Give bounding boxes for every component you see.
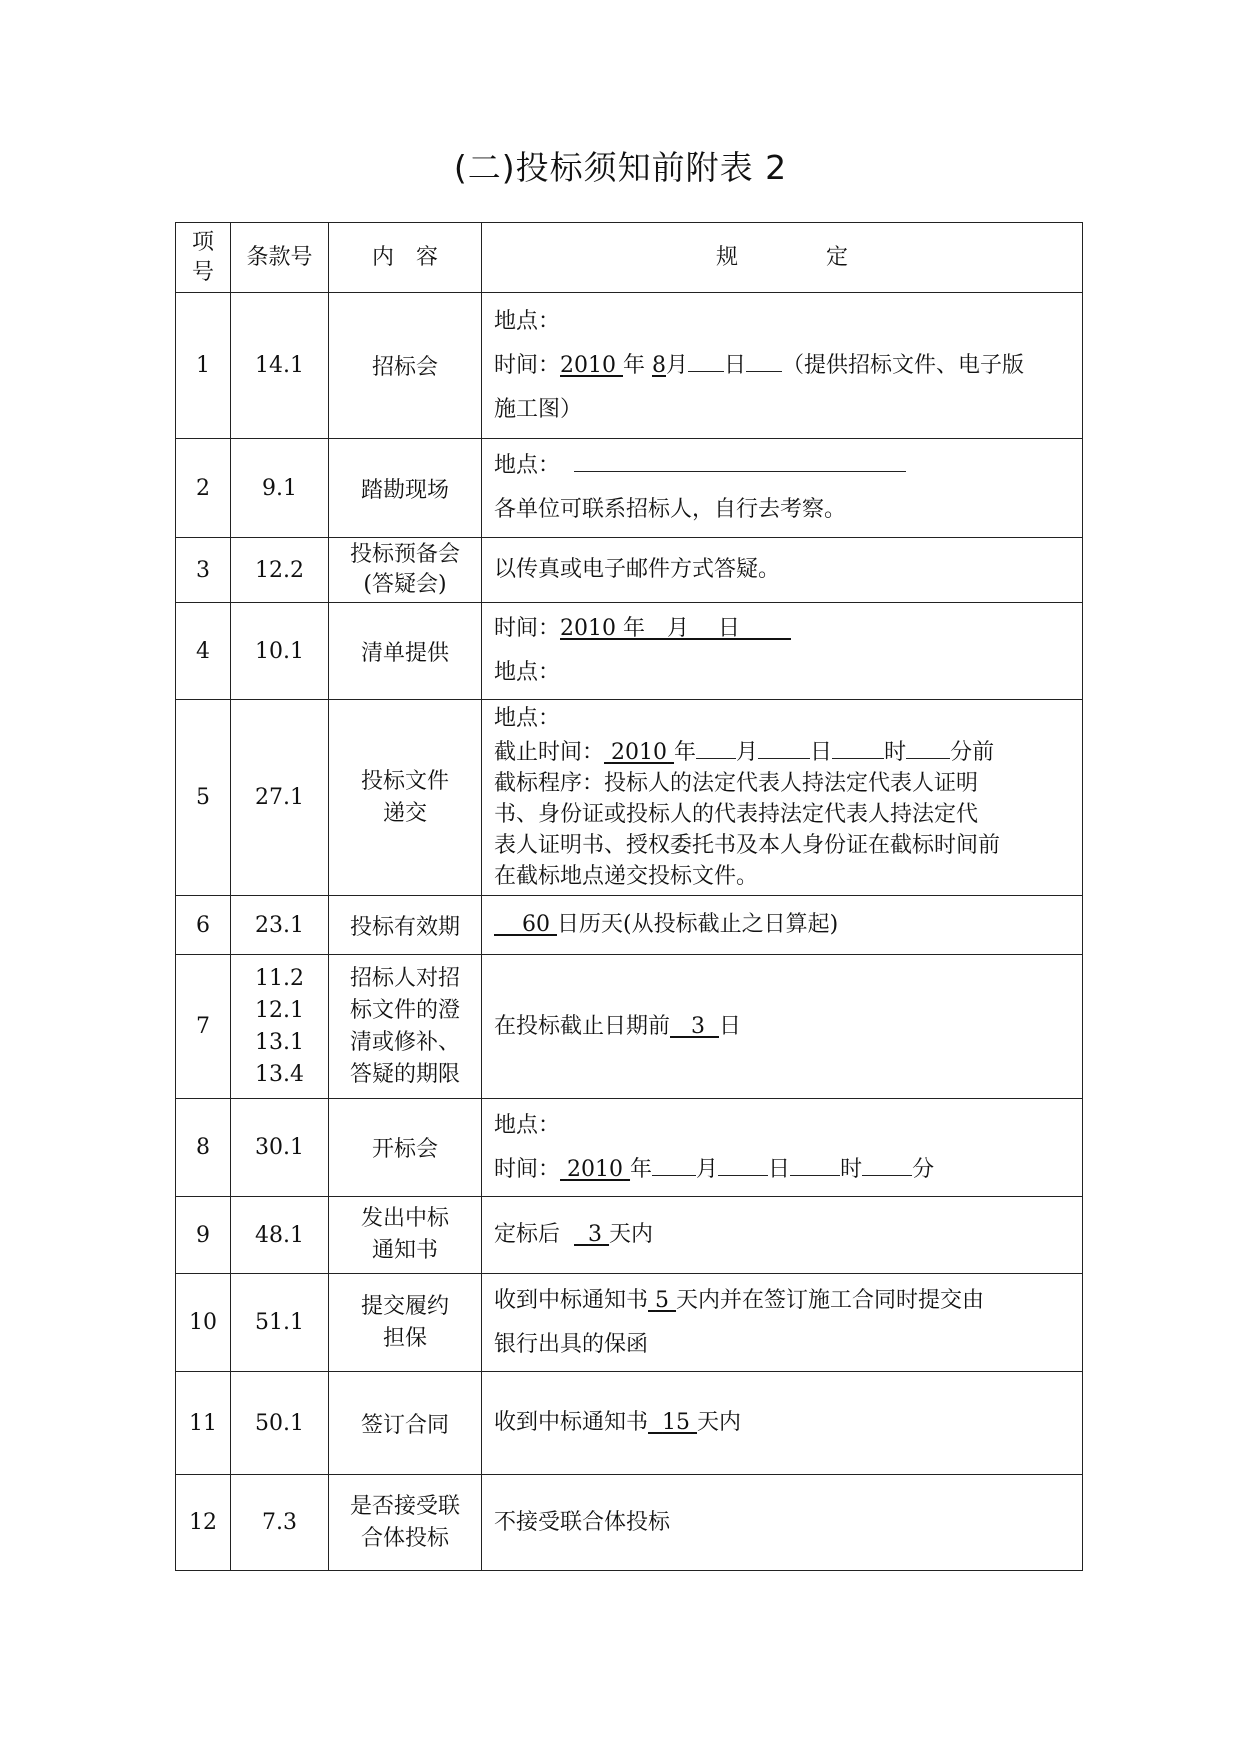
provision: [482, 603, 1083, 700]
table-row: [176, 293, 1083, 439]
table-row: [176, 700, 1083, 896]
provision-line: 表人证明书、授权委托书及本人身份证在截标时间前: [494, 833, 1001, 858]
content: 踏勘现场: [329, 439, 482, 538]
table-row: [176, 439, 1083, 538]
clause-no: 27.1: [231, 700, 329, 896]
page-title: (二)投标须知前附表 2: [453, 148, 788, 187]
provision: [482, 538, 1083, 603]
row-no: 2: [176, 439, 231, 538]
content: 发出中标 通知书: [329, 1197, 482, 1274]
row-no: 5: [176, 700, 231, 896]
provision: [482, 293, 1083, 439]
provision-line: 收到中标通知书 15 天内: [494, 1410, 742, 1435]
row-no: 11: [176, 1372, 231, 1475]
table-row: [176, 1197, 1083, 1274]
clause-no: 50.1: [231, 1372, 329, 1475]
provision-line: 地点：: [494, 308, 561, 334]
content: 开标会: [329, 1099, 482, 1197]
table-row: [176, 538, 1083, 603]
clause-no: 30.1: [231, 1099, 329, 1197]
clause-no: 9.1: [231, 439, 329, 538]
header-clause-no: 条款号: [231, 223, 329, 293]
bid-notice-table: [175, 222, 1083, 1571]
table-header-row: [176, 223, 1083, 293]
provision: [482, 1475, 1083, 1571]
header-provision: 规 定: [482, 223, 1083, 293]
provision-line: 截止时间： 2010 年 月 日 时 分前: [494, 734, 1076, 768]
clause-no: 48.1: [231, 1197, 329, 1274]
provision-line: 收到中标通知书 5 天内并在签订施工合同时提交由: [494, 1287, 985, 1313]
provision-line: 书、身份证或投标人的代表持法定代表人持法定代: [494, 802, 979, 827]
content: 是否接受联 合体投标: [329, 1475, 482, 1571]
table-row: [176, 1372, 1083, 1475]
provision-line: 截标程序：投标人的法定代表人持法定代表人证明: [494, 771, 979, 796]
clause-no: 12.2: [231, 538, 329, 603]
provision-line: 银行出具的保函: [494, 1331, 649, 1357]
content: 招标人对招 标文件的澄 清或修补、 答疑的期限: [329, 955, 482, 1099]
content: 投标有效期: [329, 896, 482, 955]
provision-line: 地点：: [494, 1112, 561, 1138]
provision: [482, 700, 1083, 896]
provision-line: 时间： 2010 年 月 日 时 分: [494, 1148, 1076, 1192]
provision: [482, 1372, 1083, 1475]
provision-line: 以传真或电子邮件方式答疑。: [494, 557, 781, 582]
content: 提交履约 担保: [329, 1274, 482, 1372]
provision-line: 在截标地点递交投标文件。: [494, 864, 759, 889]
table-row: [176, 603, 1083, 700]
provision-line: 定标后 3 天内: [494, 1222, 654, 1247]
table-row: [176, 1274, 1083, 1372]
row-no: 4: [176, 603, 231, 700]
clause-no: 23.1: [231, 896, 329, 955]
clause-no: 7.3: [231, 1475, 329, 1571]
provision: [482, 1099, 1083, 1197]
row-no: 9: [176, 1197, 231, 1274]
provision-line: 各单位可联系招标人，自行去考察。: [494, 497, 847, 522]
header-item-no: 项 号: [176, 223, 231, 293]
content: 清单提供: [329, 603, 482, 700]
provision-line: 时间：2010 年 月 日: [494, 616, 791, 641]
table-row: [176, 1099, 1083, 1197]
provision-line: 在投标截止日期前 3 日: [494, 1013, 742, 1039]
provision-line: 时间：2010 年 8月 日 （提供招标文件、电子版: [494, 344, 1076, 388]
clause-no: 51.1: [231, 1274, 329, 1372]
row-no: 7: [176, 955, 231, 1099]
provision: [482, 439, 1083, 538]
row-no: 12: [176, 1475, 231, 1571]
provision-line: 施工图）: [494, 396, 583, 422]
provision-line: 60 日历天(从投标截止之日算起): [521, 912, 839, 937]
provision: [482, 955, 1083, 1099]
row-no: 10: [176, 1274, 231, 1372]
row-no: 3: [176, 538, 231, 603]
provision: [482, 896, 1083, 955]
clause-no: 14.1: [231, 293, 329, 439]
table-row: [176, 955, 1083, 1099]
content: 招标会: [329, 293, 482, 439]
content: 投标预备会 (答疑会): [329, 538, 482, 603]
content: 投标文件 递交: [329, 700, 482, 896]
provision: [482, 1274, 1083, 1372]
header-content: 内 容: [329, 223, 482, 293]
table-row: [176, 1475, 1083, 1571]
clause-no: 10.1: [231, 603, 329, 700]
provision-line: 地点：: [494, 444, 1076, 488]
clause-no: 11.2 12.1 13.1 13.4: [231, 955, 329, 1099]
provision-line: 不接受联合体投标: [494, 1509, 671, 1535]
row-no: 1: [176, 293, 231, 439]
row-no: 8: [176, 1099, 231, 1197]
provision-line: 地点：: [494, 706, 561, 731]
provision: [482, 1197, 1083, 1274]
provision-line: 地点：: [494, 660, 561, 685]
content: 签订合同: [329, 1372, 482, 1475]
row-no: 6: [176, 896, 231, 955]
table-row: [176, 896, 1083, 955]
